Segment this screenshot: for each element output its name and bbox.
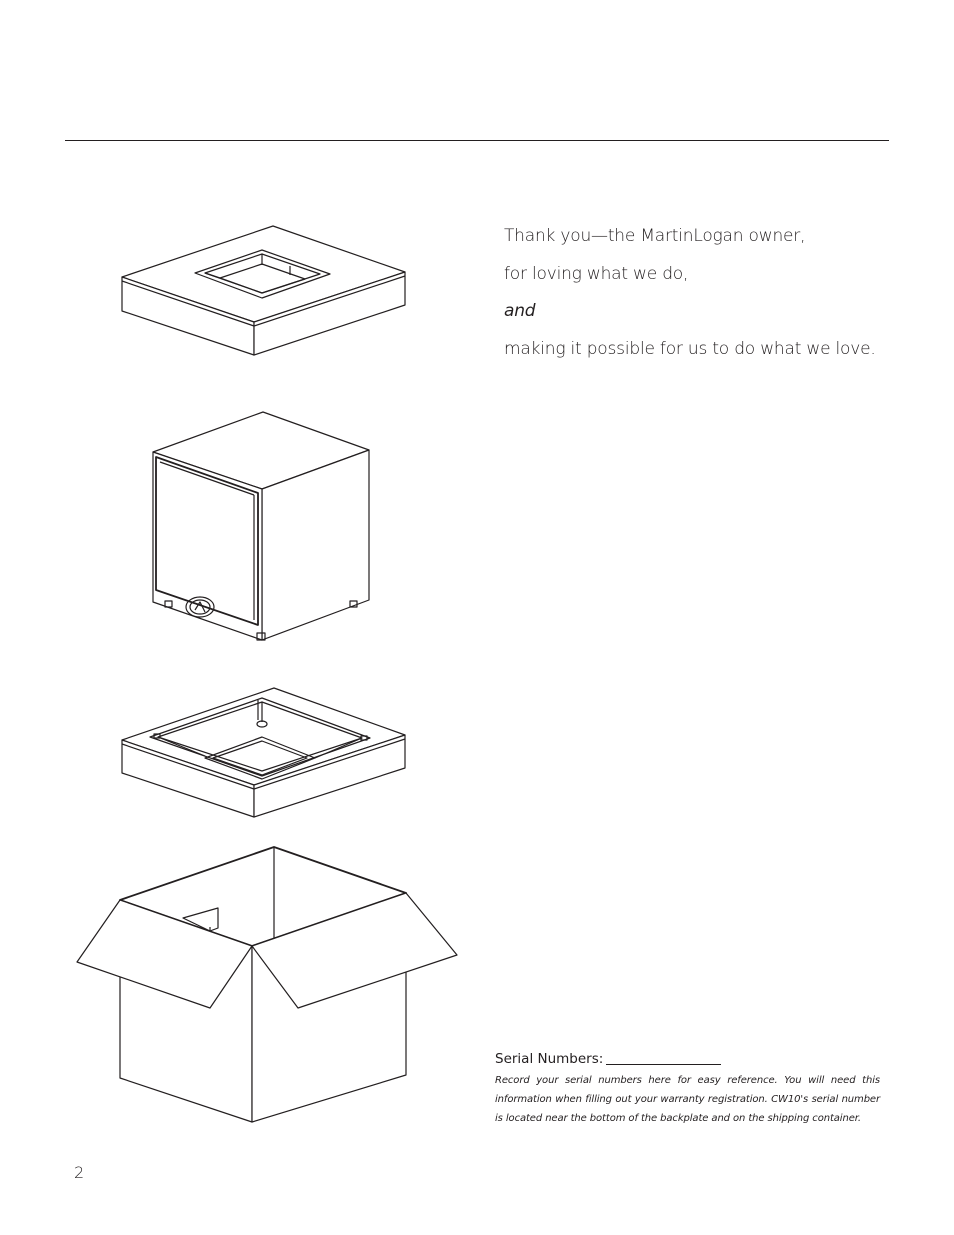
thank-you-line-3: and xyxy=(504,301,536,321)
thank-you-line-2: for loving what we do, xyxy=(504,264,689,284)
serial-numbers-note: Record your serial numbers here for easy reference. You will need this information when filling out your warranty registration. CW10's serial number is located near the bottom of the backplate and on the shipping container. xyxy=(495,1075,880,1124)
serial-numbers-blank-line[interactable] xyxy=(606,1050,721,1065)
top-foam-insert-drawing xyxy=(122,226,405,355)
shipping-carton-drawing xyxy=(77,847,457,1122)
unpacking-illustration xyxy=(70,215,470,1130)
subwoofer-drawing xyxy=(153,412,369,640)
serial-numbers-heading xyxy=(495,1050,880,1067)
thank-you-line-1: Thank you—the MartinLogan owner, xyxy=(504,226,806,246)
serial-numbers-section xyxy=(495,1050,880,1128)
page-number: 2 xyxy=(74,1163,85,1182)
bottom-foam-tray-drawing xyxy=(122,688,405,817)
header-rule xyxy=(65,140,889,141)
thank-you-line-4: making it possible for us to do what we love. xyxy=(504,339,876,359)
serial-numbers-label: Serial Numbers: xyxy=(495,1051,604,1067)
